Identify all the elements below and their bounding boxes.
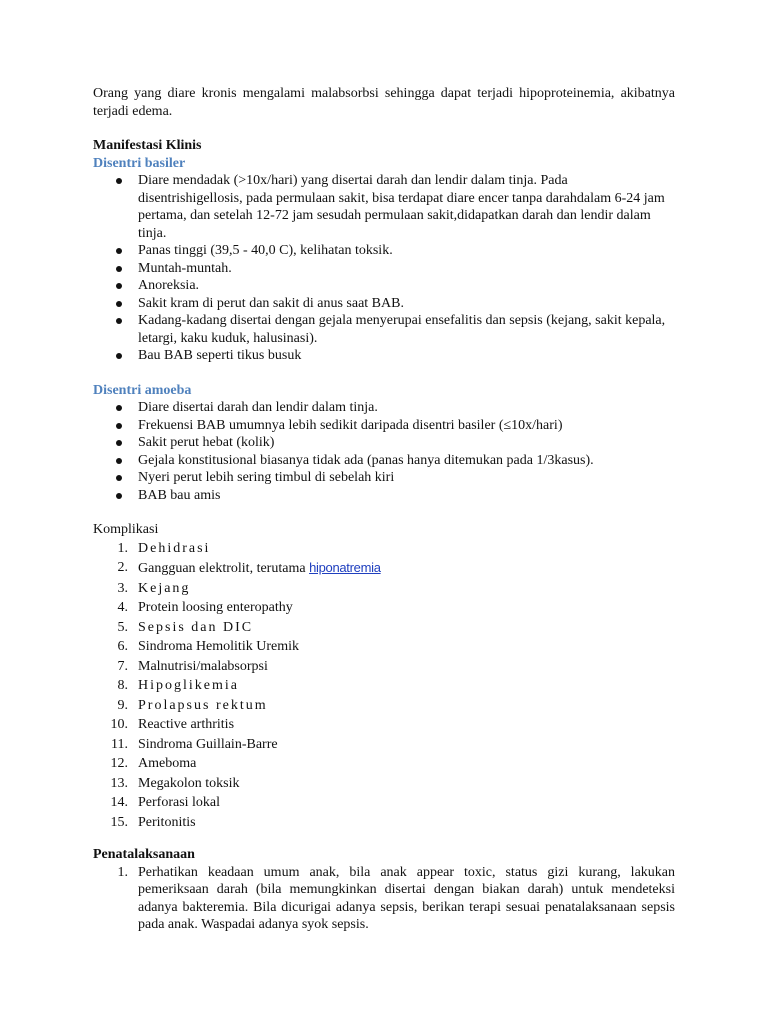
manifestasi-heading: Manifestasi Klinis [93,138,202,153]
list-item: 1. Perhatikan keadaan umum anak, bila anak appear toxic, status gizi kurang, lakukan pemeriksaan darah (bila memungkinkan disertai dengan biakan darah) untuk mendeteksi adanya bakteremia. Bila dicurigai adanya sepsis, berikan terapi sesuai penatalaksanaan sepsis pada anak. Waspadai adanya syok sepsis. [117,864,675,932]
list-item: Kadang-kadang disertai dengan gejala menyerupai ensefalitis dan sepsis (kejang, sakit kepala, letargi, kaku kuduk, halusinasi). [93,312,675,347]
list-item: Bau BAB seperti tikus busuk [93,347,675,365]
list-item: Frekuensi BAB umumnya lebih sedikit daripada disentri basiler (≤10x/hari) [93,417,675,435]
penatalaksanaan-list [93,864,675,934]
list-item: 1. Dehidrasi [117,540,211,556]
list-item: 12. Ameboma [110,756,197,771]
list-item: 14. Perforasi lokal [110,795,221,810]
disentri-amoeba-list [93,399,675,504]
list-item: 10. Reactive arthritis [110,717,235,732]
list-item: Muntah-muntah. [93,260,675,278]
bullet-icon [116,423,122,429]
list-item: Anoreksia. [93,277,675,295]
list-item: Sakit perut hebat (kolik) [93,434,675,452]
komplikasi-list [93,539,675,833]
list-item: 6. Sindroma Hemolitik Uremik [117,639,299,654]
list-item: Sakit kram di perut dan sakit di anus saat BAB. [93,295,675,313]
list-item: 2. Gangguan elektrolit, terutama hiponatremia [117,560,381,576]
list-item: BAB bau amis [93,487,675,505]
bullet-icon [116,248,122,254]
bullet-icon [116,283,122,289]
bullet-icon [116,493,122,499]
list-item: 15. Peritonitis [110,814,196,830]
list-item: 9. Prolapsus rektum [117,697,268,713]
disentri-amoeba-heading: Disentri amoeba [93,382,192,398]
list-item: 13. Megakolon toksik [110,775,240,791]
list-item: Panas tinggi (39,5 - 40,0 C), kelihatan toksik. [93,242,675,260]
list-item: Diare disertai darah dan lendir dalam tinja. [93,399,675,417]
list-item: 11. Sindroma Guillain-Barre [111,736,278,752]
document-page [93,85,675,934]
bullet-icon [116,475,122,481]
bullet-icon [116,318,122,324]
bullet-icon [116,353,122,359]
list-item: Gejala konstitusional biasanya tidak ada (panas hanya ditemukan pada 1/3kasus). [93,452,675,470]
disentri-basiler-heading: Disentri basiler [93,155,186,171]
list-item: 3. Kejang [117,580,191,596]
list-item: 5. Sepsis dan DIC [117,619,254,635]
disentri-basiler-list [93,172,675,365]
bullet-icon [116,405,122,411]
list-item: 4. Protein loosing enteropathy [117,600,293,615]
bullet-icon [116,440,122,446]
komplikasi-heading: Komplikasi [93,522,159,537]
bullet-icon [116,301,122,307]
hiponatremia-link[interactable]: hiponatremia [309,560,381,575]
penatalaksanaan-heading: Penatalaksanaan [93,847,195,862]
list-item: Diare mendadak (>10x/hari) yang disertai darah dan lendir dalam tinja. Pada disentrishigellosis, pada permulaan sakit, bisa terdapat diare encer tanpa darahdalam 6-24 jam pertama, dan setelah 12-72 jam sesudah permulaan sakit,didapatkan darah dan lendir dalam tinja. [93,172,675,242]
bullet-icon [116,458,122,464]
list-item: 8. Hipoglikemia [117,678,239,693]
list-item: 7. Malnutrisi/malabsorpsi [117,658,268,674]
bullet-icon [116,178,122,184]
list-item: Nyeri perut lebih sering timbul di sebelah kiri [93,469,675,487]
intro-paragraph: Orang yang diare kronis mengalami malabsorbsi sehingga dapat terjadi hipoproteinemia, akibatnya terjadi edema. [93,86,675,119]
bullet-icon [116,266,122,272]
